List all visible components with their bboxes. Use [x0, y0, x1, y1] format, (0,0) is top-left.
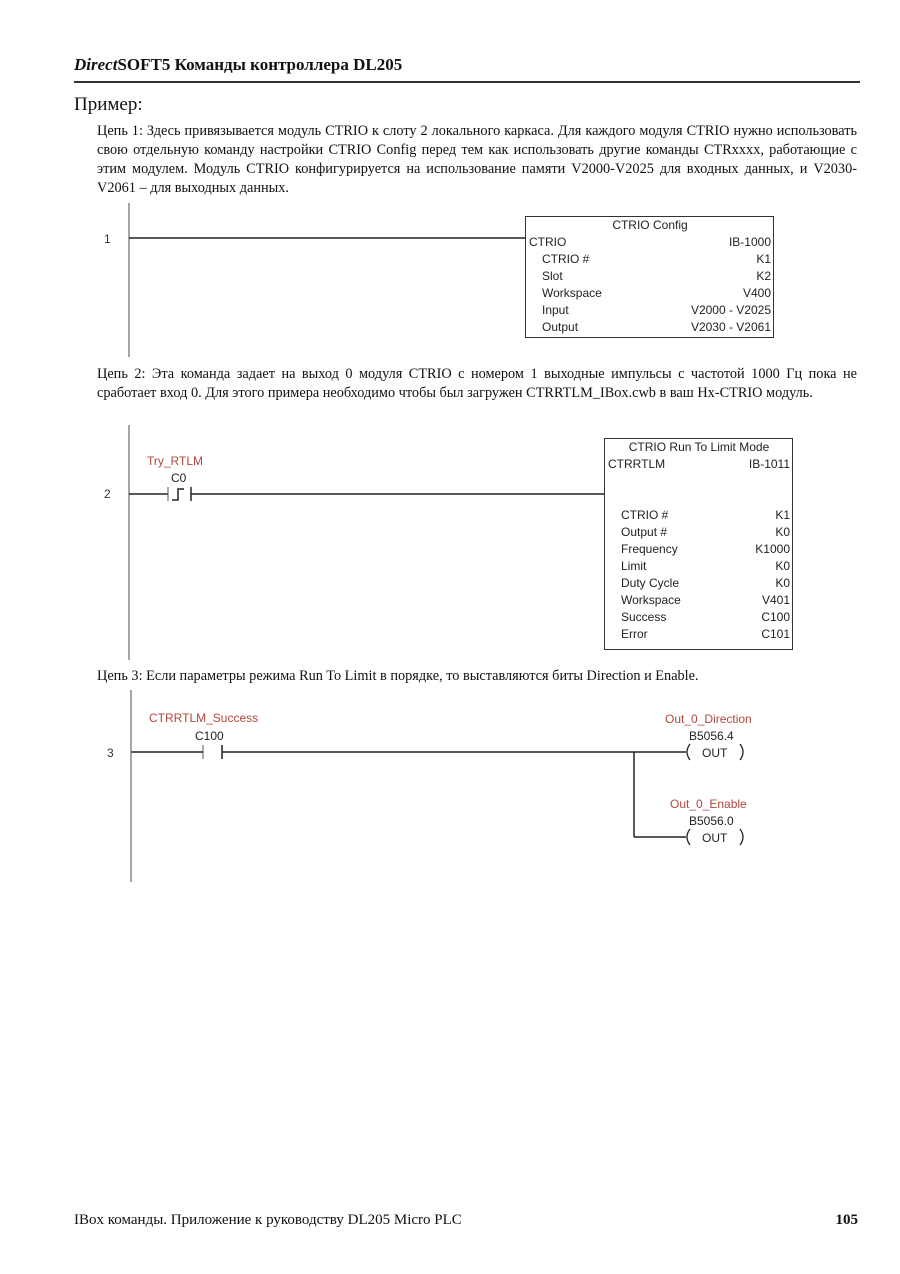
- ibox-id: IB-1011: [748, 457, 790, 471]
- output-coil-icon: [687, 829, 743, 845]
- rung-3: [107, 690, 752, 882]
- ibox-ctrio-config: [525, 216, 774, 338]
- param-label: Workspace: [542, 286, 602, 300]
- param-value: K0: [775, 576, 790, 590]
- header-brand-italic: Direct: [74, 55, 118, 74]
- param-label: Workspace: [621, 593, 681, 607]
- page-header: [74, 55, 402, 75]
- ibox-param-row: [608, 592, 790, 609]
- rung-2-number: 2: [104, 487, 111, 501]
- contact-address: C100: [195, 729, 224, 743]
- ibox-header-row: [608, 456, 790, 473]
- param-label: Error: [621, 627, 648, 641]
- ibox-param-row: [608, 507, 790, 524]
- param-value: K2: [756, 269, 771, 283]
- rung-2: [104, 425, 604, 660]
- param-label: Duty Cycle: [621, 576, 680, 590]
- ibox-param-row: [608, 558, 790, 575]
- param-label: Frequency: [621, 542, 678, 556]
- positive-edge-contact-icon: [168, 487, 191, 501]
- ibox-title: CTRIO Config: [612, 218, 688, 232]
- coil-address: B5056.4: [689, 729, 734, 743]
- rung-1-description: Цепь 1: Здесь привязывается модуль CTRIO к слоту 2 локального каркаса. Для каждого модуля CTRIO нужно использовать свою отдельную команду настройки CTRIO Config перед тем как использовать другие команды CTRxxxx, работающие с этим модулем. Модуль CTRIO конфигурируется на использование памяти V2000-V2025 для входных данных, и V2030-V2061 – для выходных данных.: [97, 123, 857, 196]
- ibox-title: CTRIO Run To Limit Mode: [628, 440, 770, 454]
- param-label: CTRIO #: [542, 252, 590, 266]
- param-value: V2030 - V2061: [690, 320, 771, 334]
- param-value: V400: [742, 286, 771, 300]
- header-divider: [74, 81, 860, 83]
- contact-address: C0: [171, 471, 187, 485]
- rung-1-number: 1: [104, 232, 111, 246]
- example-heading: Пример:: [74, 94, 143, 115]
- param-value: C101: [761, 627, 790, 641]
- coil-label: OUT: [702, 746, 728, 760]
- ibox-name: CTRRTLM: [608, 457, 666, 471]
- rung-3-number: 3: [107, 746, 114, 760]
- ibox-spacer: [608, 473, 790, 507]
- ibox-header-row: [529, 234, 771, 251]
- ibox-param-row: [608, 541, 790, 558]
- param-label: Success: [621, 610, 667, 624]
- param-value: C100: [761, 610, 790, 624]
- param-label: Input: [542, 303, 569, 317]
- ibox-param-row: [529, 302, 771, 319]
- ibox-name: CTRIO: [529, 235, 567, 249]
- ibox-ctrio-run-to-limit: [604, 438, 793, 650]
- param-value: V2000 - V2025: [690, 303, 771, 317]
- normally-open-contact-icon: [203, 745, 222, 759]
- footer-text: IBox команды. Приложение к руководству DL205 Micro PLC: [74, 1212, 462, 1228]
- ibox-param-row: [529, 285, 771, 302]
- param-label: Output: [542, 320, 579, 334]
- param-value: K0: [775, 559, 790, 573]
- param-value: K1: [775, 508, 790, 522]
- param-value: K1000: [755, 542, 790, 556]
- ibox-param-row: [608, 575, 790, 592]
- coil-label: OUT: [702, 831, 728, 845]
- param-value: K0: [775, 525, 790, 539]
- coil-nickname: Out_0_Direction: [665, 712, 752, 726]
- coil-address: B5056.0: [689, 814, 734, 828]
- page-number: 105: [835, 1212, 858, 1228]
- param-value: V401: [761, 593, 790, 607]
- param-label: CTRIO #: [621, 508, 669, 522]
- contact-nickname: CTRRTLM_Success: [149, 711, 259, 725]
- header-title: Команды контроллера DL205: [170, 55, 403, 74]
- ibox-param-row: [608, 609, 790, 626]
- ibox-param-row: [529, 319, 771, 336]
- output-coil-icon: [687, 744, 743, 760]
- contact-nickname: Try_RTLM: [147, 454, 204, 468]
- coil-nickname: Out_0_Enable: [670, 797, 747, 811]
- param-value: K1: [756, 252, 771, 266]
- rung-1: [104, 203, 525, 357]
- ibox-param-row: [608, 626, 790, 643]
- param-label: Slot: [542, 269, 563, 283]
- rung-3-description: Цепь 3: Если параметры режима Run To Limit в порядке, то выставляются биты Direction и Enable.: [97, 668, 699, 684]
- header-brand-bold: SOFT5: [117, 55, 171, 74]
- ibox-param-row: [529, 268, 771, 285]
- ibox-param-row: [608, 524, 790, 541]
- rung-2-description: Цепь 2: Эта команда задает на выход 0 модуля CTRIO с номером 1 выходные импульсы с частотой 1000 Гц пока не сработает вход 0. Для этого примера необходимо чтобы был загружен CTRRTLM_IBox.cwb в ваш Hx-CTRIO модуль.: [97, 366, 857, 401]
- ibox-param-row: [529, 251, 771, 268]
- ibox-id: IB-1000: [728, 235, 771, 249]
- param-label: Output #: [621, 525, 668, 539]
- param-label: Limit: [621, 559, 647, 573]
